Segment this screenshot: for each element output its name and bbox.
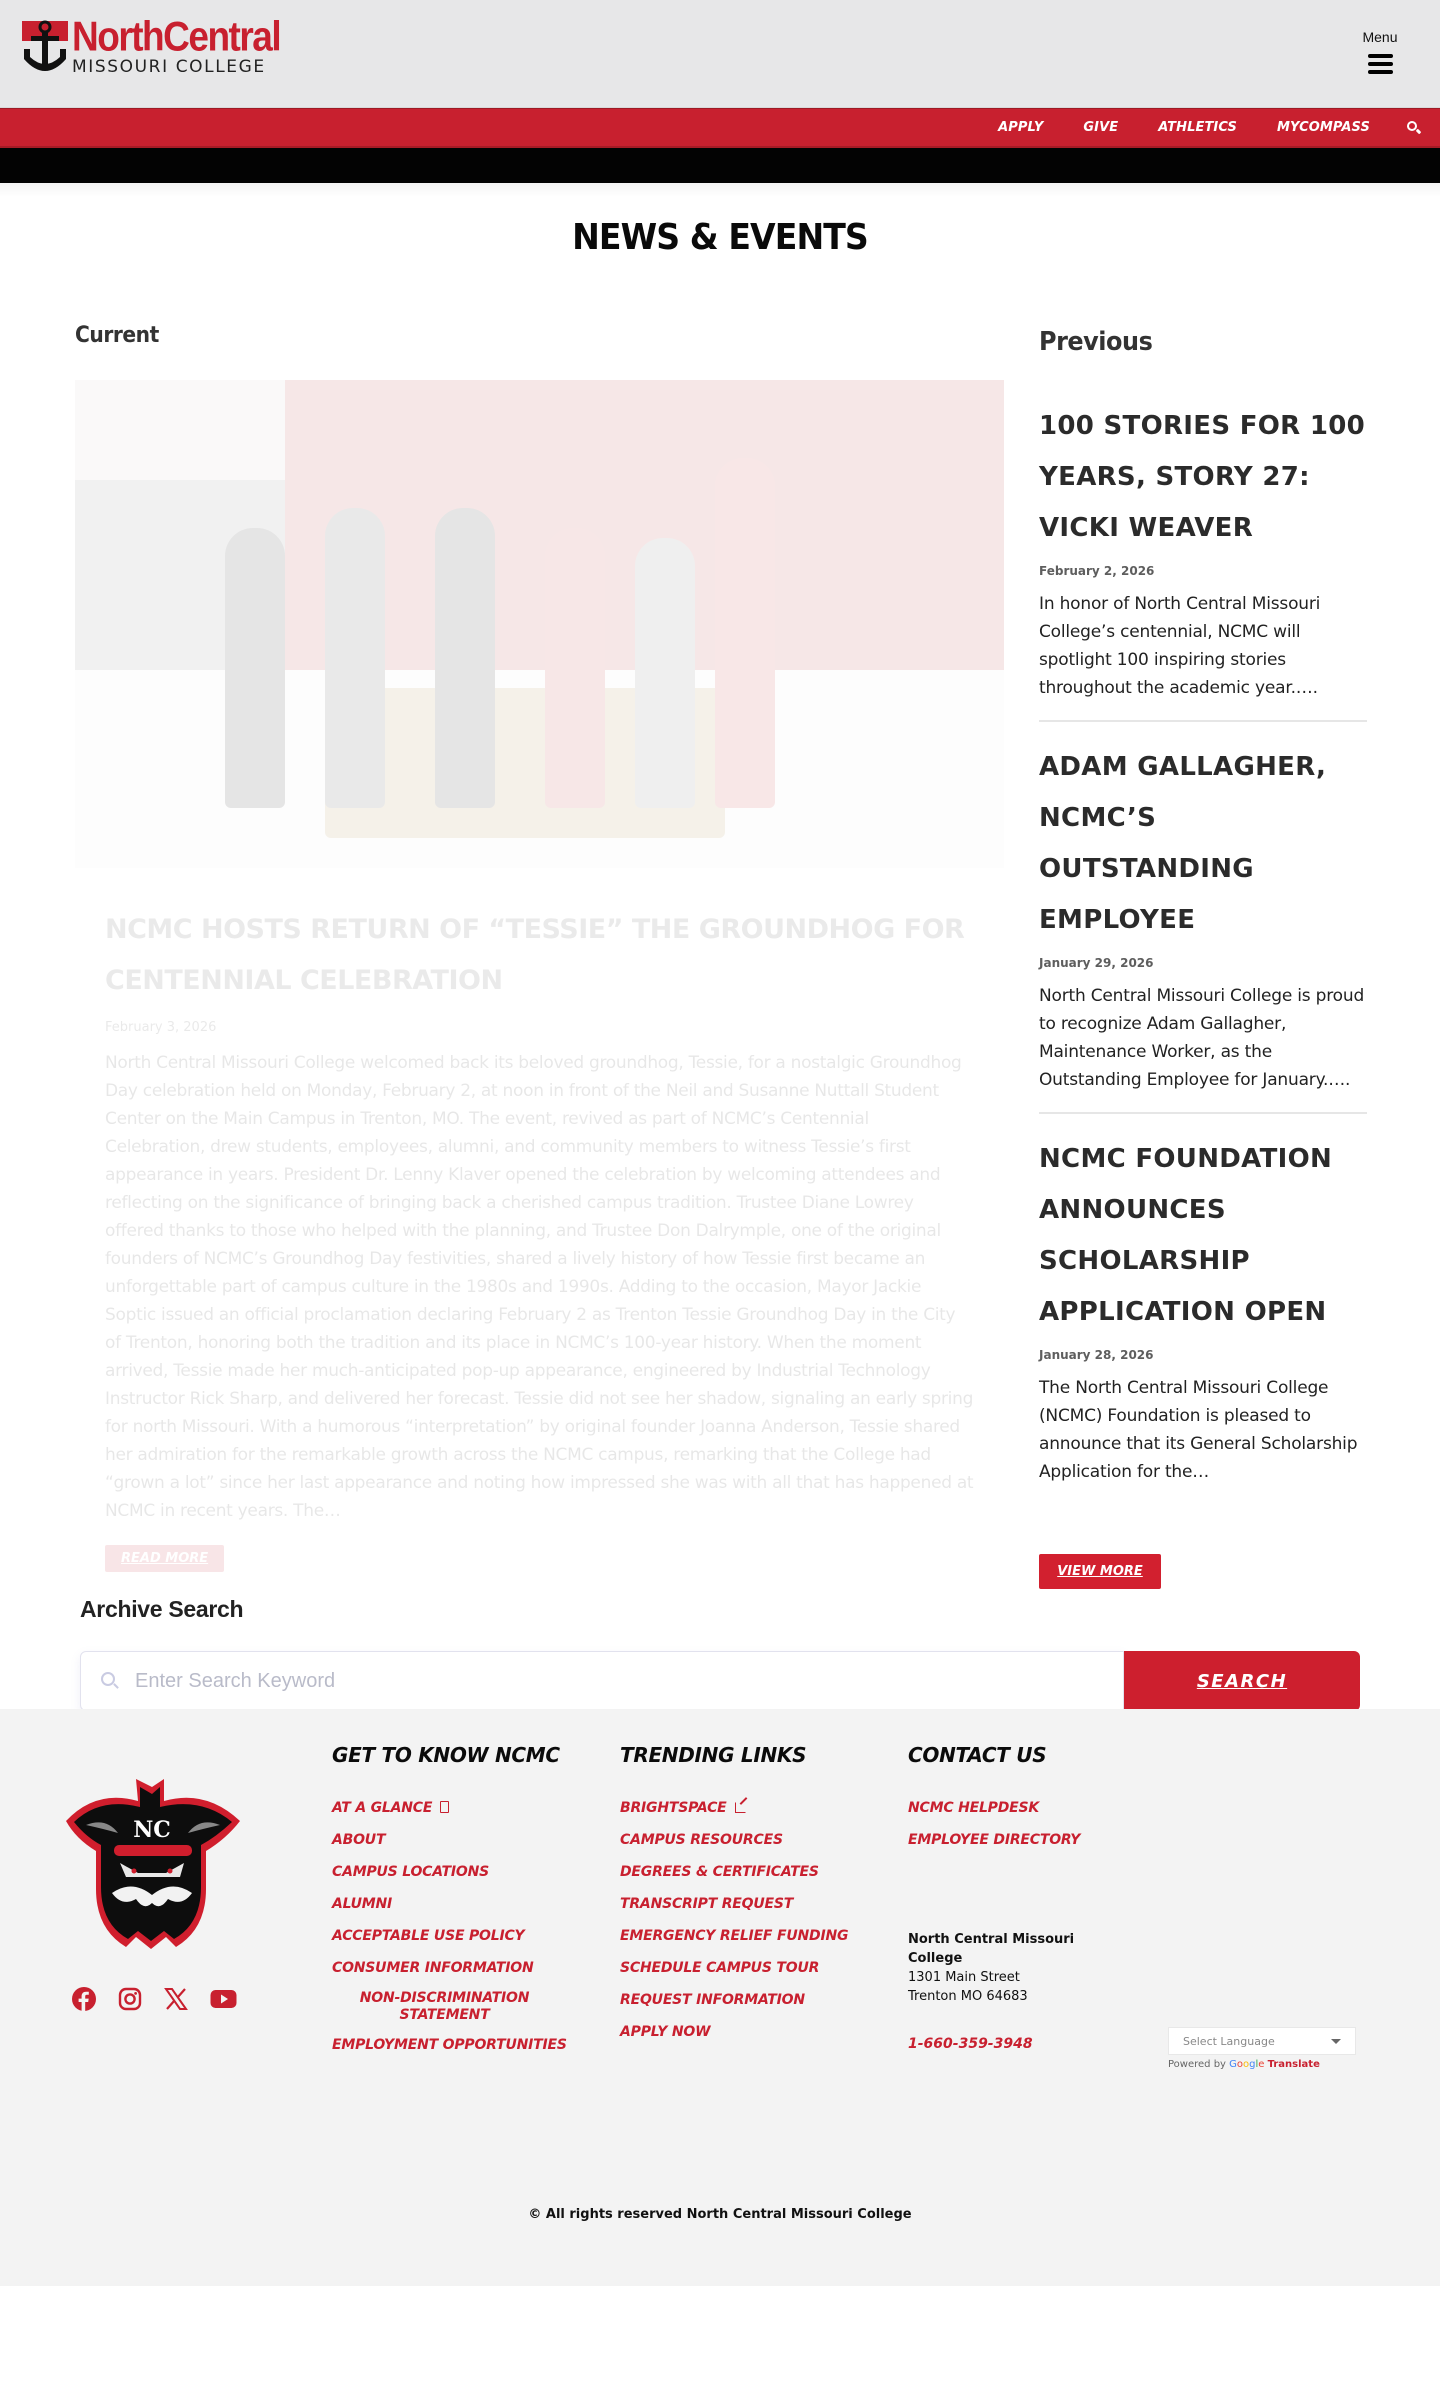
featured-article-date: February 3, 2026 — [105, 1020, 217, 1035]
external-link-icon — [735, 1802, 746, 1813]
site-footer — [0, 1709, 1440, 2286]
archive-search-input[interactable] — [135, 1670, 1123, 1693]
archive-search-button[interactable]: SEARCH — [1124, 1651, 1360, 1711]
powered-by-label: Powered by — [1168, 2059, 1226, 2070]
footer-link-apply-now[interactable]: APPLY NOW — [620, 2024, 711, 2040]
search-icon[interactable] — [1406, 120, 1422, 136]
copyright-text: © All rights reserved North Central Missouri College — [528, 2207, 912, 2222]
previous-news-item — [1039, 401, 1367, 722]
previous-news-excerpt: North Central Missouri College is proud to recognize Adam Gallagher, Maintenance Worker, as the Outstanding Employee for January.…. — [1039, 986, 1365, 1090]
view-more-button[interactable]: VIEW MORE — [1039, 1554, 1161, 1589]
current-news-column — [75, 323, 1004, 1572]
footer-link-acceptable-use-policy[interactable]: ACCEPTABLE USE POLICY — [332, 1928, 525, 1944]
featured-article-excerpt: North Central Missouri College welcomed back its beloved groundhog, Tessie, for a nostalgic Groundhog Day celebration held on Monday, February 2, at noon in front of the Neil and Susanne Nuttall Student Center on the Main Campus in Trenton, MO. The event, revived as part of NCMC’s Centennial Celebration, drew students, employees, alumni, and community members to witness Tessie’s first appearance in years. President Dr. Lenny Klaver opened the celebration by welcoming attendees and reflecting on the significance of bringing back a cherished campus tradition. Trustee Diane Lowrey offered thanks to those who helped with the planning, and Trustee Don Dalrymple, one of the original founders of NCMC’s Groundhog Day festivities, shared a lively history of how Tessie first became an unforgettable part of campus culture in the 1980s and 1990s. Adding to the occasion, Mayor Jackie Soptic issued an official proclamation declaring February 2 as Trenton Tessie Groundhog Day in the City of Trenton, honoring both the tradition and its place in NCMC’s 100-year history. When the moment arrived, Tessie made her much-anticipated pop-up appearance, engineered by Industrial Technology Instructor Rick Sharp, and delivered her forecast. Tessie did not see her shadow, signaling an early spring for north Missouri. With a humorous “interpretation” by original founder Joanna Anderson, Tessie shared her admiration for the remarkable growth across the NCMC campus, remarking that the College had “grown a lot” since her last appearance and noting how impressed she was with all that has happened at NCMC in recent years. The… — [105, 1053, 974, 1521]
black-divider-bar — [0, 148, 1440, 183]
footer-link-degrees[interactable]: DEGREES & CERTIFICATES — [620, 1864, 819, 1880]
current-heading: Current — [75, 323, 159, 348]
nav-athletics[interactable]: ATHLETICS — [1158, 120, 1238, 135]
previous-news-date: January 29, 2026 — [1039, 956, 1154, 970]
footer-link-transcript[interactable]: TRANSCRIPT REQUEST — [620, 1896, 794, 1912]
previous-news-date: February 2, 2026 — [1039, 564, 1155, 578]
college-logo-link[interactable] — [22, 13, 284, 78]
footer-heading-contact: CONTACT US — [908, 1743, 1047, 1767]
page-title: NEWS & EVENTS — [572, 217, 868, 258]
language-select[interactable] — [1168, 2027, 1356, 2055]
previous-news-excerpt: In honor of North Central Missouri College’s centennial, NCMC will spotlight 100 inspiring stories throughout the academic year.…. — [1039, 594, 1321, 698]
footer-link-at-a-glance[interactable]: AT A GLANCE — [332, 1800, 433, 1816]
main-content — [0, 217, 1440, 1709]
x-twitter-icon[interactable] — [164, 1987, 188, 2011]
footer-link-campus-locations[interactable]: CAMPUS LOCATIONS — [332, 1864, 489, 1880]
svg-text:NC: NC — [133, 1817, 171, 1843]
archive-search-heading: Archive Search — [80, 1596, 244, 1622]
footer-link-consumer-information[interactable]: CONSUMER INFORMATION — [332, 1960, 534, 1976]
archive-search-field — [80, 1651, 1124, 1711]
logo-wordmark: NorthCentral — [72, 13, 281, 60]
anchor-logo-icon — [22, 19, 68, 77]
previous-news-column — [1039, 323, 1367, 1589]
pirate-mascot-logo — [56, 1759, 246, 1951]
footer-link-campus-tour[interactable]: SCHEDULE CAMPUS TOUR — [620, 1960, 820, 1976]
featured-article-title[interactable]: NCMC HOSTS RETURN OF “TESSIE” THE GROUNDHOG FOR CENTENNIAL CELEBRATION — [105, 914, 965, 996]
previous-heading: Previous — [1039, 327, 1153, 357]
previous-news-title[interactable]: NCMC FOUNDATION ANNOUNCES SCHOLARSHIP APPLICATION OPEN — [1039, 1144, 1333, 1327]
previous-news-title[interactable]: ADAM GALLAGHER, NCMC’S OUTSTANDING EMPLOYEE — [1039, 752, 1327, 935]
footer-link-request-info[interactable]: REQUEST INFORMATION — [620, 1992, 805, 2008]
facebook-icon[interactable] — [72, 1987, 96, 2011]
menu-button[interactable] — [1356, 29, 1404, 79]
logo-subtitle: MISSOURI COLLEGE — [72, 57, 266, 77]
nav-apply[interactable]: APPLY — [998, 120, 1044, 135]
site-header — [0, 0, 1440, 197]
google-translate-widget — [1168, 2027, 1356, 2070]
footer-contact — [908, 1743, 1108, 2052]
footer-link-employee-directory[interactable]: EMPLOYEE DIRECTORY — [908, 1832, 1081, 1848]
footer-heading-get-to-know: GET TO KNOW NCMC — [332, 1743, 560, 1767]
search-icon — [101, 1672, 119, 1690]
previous-news-excerpt: The North Central Missouri College (NCMC) Foundation is pleased to announce that its General Scholarship Application for the… — [1039, 1378, 1358, 1482]
contact-phone-link[interactable]: 1-660-359-3948 — [908, 2036, 1033, 2052]
contact-address — [908, 1930, 1108, 2006]
pdf-file-icon — [440, 1801, 449, 1813]
footer-get-to-know — [332, 1743, 567, 2066]
hamburger-icon — [1368, 53, 1393, 75]
featured-article — [75, 380, 1004, 1572]
previous-news-item — [1039, 1134, 1367, 1504]
footer-link-campus-resources[interactable]: CAMPUS RESOURCES — [620, 1832, 783, 1848]
top-header — [0, 0, 1440, 108]
youtube-icon[interactable] — [210, 1987, 237, 2011]
nav-mycompass[interactable]: MYCOMPASS — [1277, 120, 1370, 135]
previous-news-date: January 28, 2026 — [1039, 1348, 1154, 1362]
translate-link[interactable]: Translate — [1267, 2059, 1320, 2070]
previous-news-item — [1039, 742, 1367, 1114]
powered-by-google — [1168, 2059, 1356, 2070]
footer-link-employment[interactable]: EMPLOYMENT OPPORTUNITIES — [332, 2037, 567, 2053]
news-content — [0, 269, 1440, 1709]
featured-article-image[interactable] — [75, 380, 1004, 868]
footer-link-alumni[interactable]: ALUMNI — [332, 1896, 393, 1912]
contact-org-name: North Central Missouri College — [908, 1932, 1075, 1966]
footer-link-helpdesk[interactable]: NCMC HELPDESK — [908, 1800, 1040, 1816]
footer-trending-links — [620, 1743, 848, 2053]
chevron-down-icon — [1331, 2039, 1341, 2044]
footer-link-about[interactable]: ABOUT — [332, 1832, 386, 1848]
previous-news-title[interactable]: 100 STORIES FOR 100 YEARS, STORY 27: VICKI WEAVER — [1039, 411, 1366, 543]
nav-give[interactable]: GIVE — [1083, 120, 1119, 135]
read-more-button[interactable]: READ MORE — [105, 1545, 224, 1572]
menu-label: Menu — [1362, 29, 1398, 45]
footer-link-non-discrimination[interactable]: NON-DISCRIMINATION STATEMENT — [359, 1990, 530, 2023]
footer-heading-trending: TRENDING LINKS — [620, 1743, 807, 1767]
contact-street: 1301 Main Street — [908, 1970, 1020, 1985]
contact-city: Trenton MO 64683 — [908, 1989, 1028, 2004]
social-links — [72, 1987, 237, 2011]
google-logo-icon: Google — [1229, 2059, 1265, 2070]
archive-search — [80, 1596, 1360, 1711]
header-shadow — [0, 183, 1440, 197]
footer-link-emergency-relief[interactable]: EMERGENCY RELIEF FUNDING — [620, 1928, 849, 1944]
utility-nav — [0, 108, 1440, 148]
instagram-icon[interactable] — [118, 1987, 142, 2011]
language-select-label: Select Language — [1183, 2034, 1275, 2048]
footer-link-brightspace[interactable]: BRIGHTSPACE — [620, 1800, 727, 1816]
archive-search-form — [80, 1651, 1360, 1711]
